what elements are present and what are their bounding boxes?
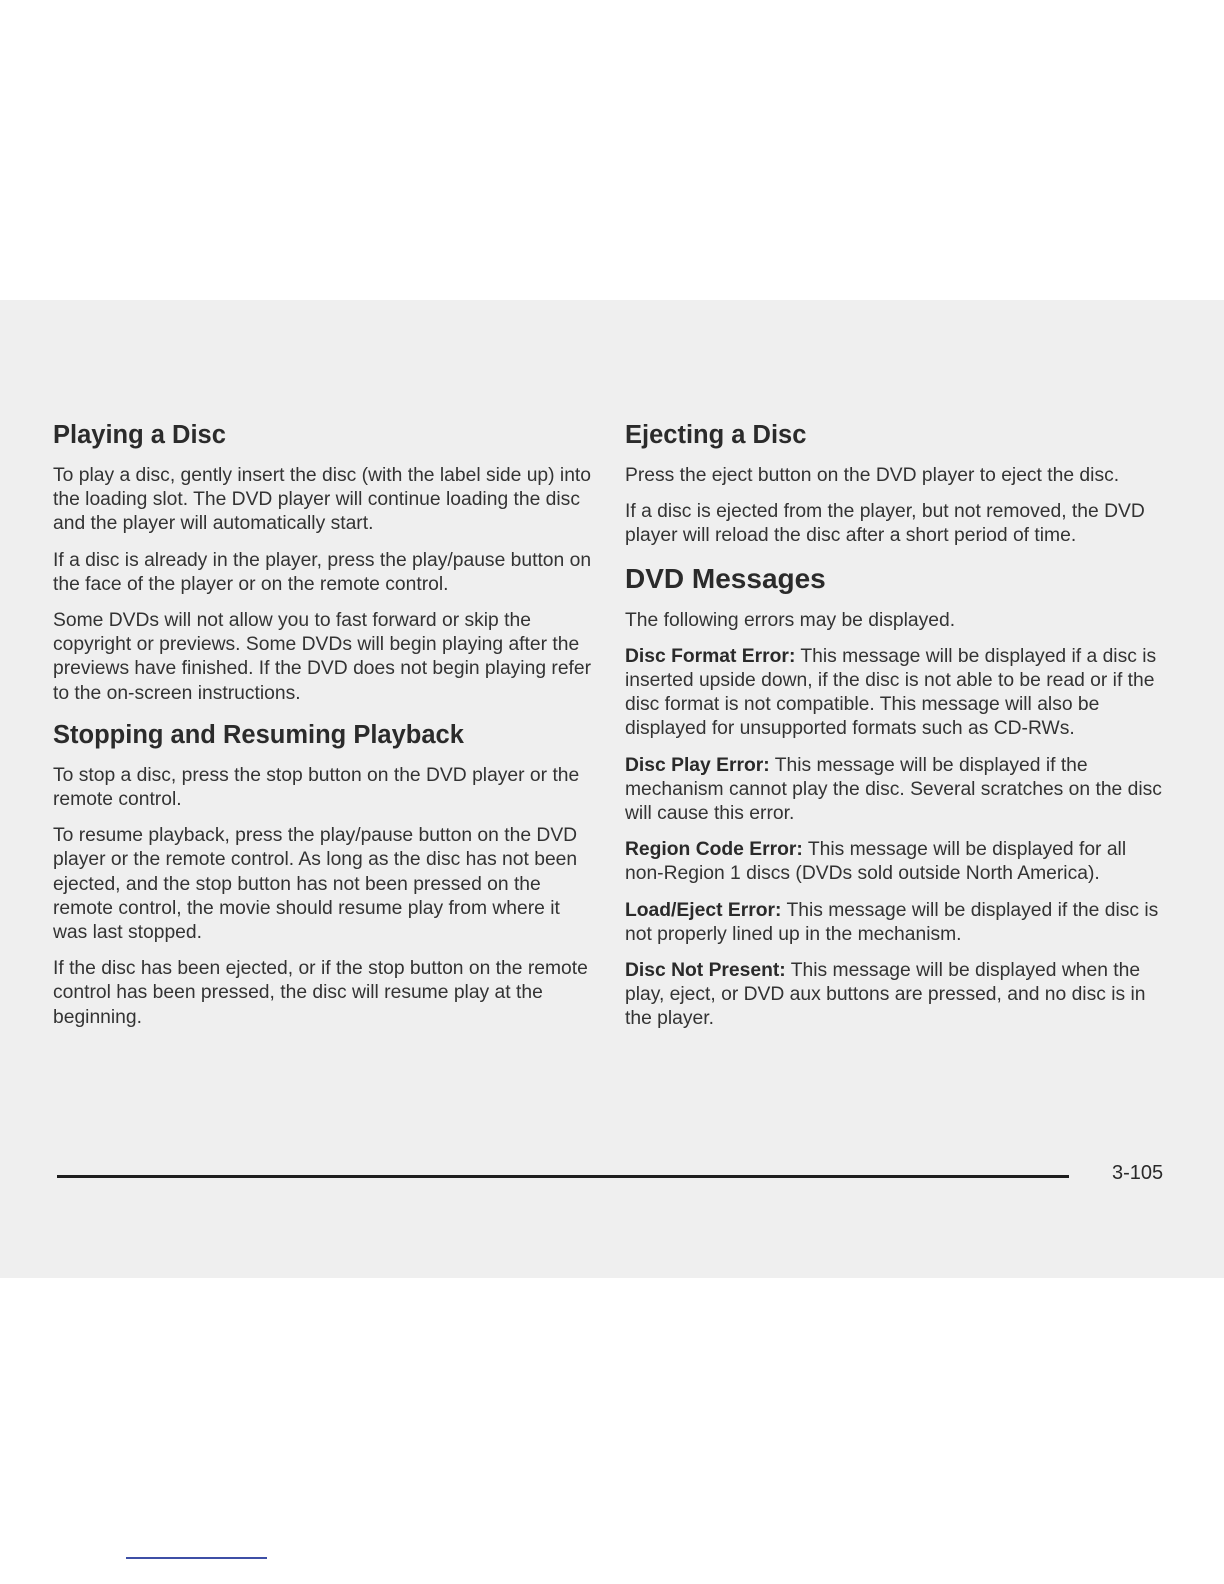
message-text: This message will be displayed for all non-Region 1 discs (DVDs sold outside North America).	[625, 839, 1127, 885]
bottom-link-underline	[126, 1557, 267, 1559]
ejecting-paragraph-2: If a disc is ejected from the player, but not removed, the DVD player will reload the disc after a short period of time.	[625, 501, 1145, 547]
message-disc-play-error	[625, 754, 1170, 827]
message-term: Load/Eject Error:	[625, 899, 782, 921]
message-load-eject-error	[625, 899, 1170, 947]
message-text: This message will be displayed if the mechanism cannot play the disc. Several scratches on the disc will cause this error.	[625, 754, 1162, 825]
right-column	[625, 418, 1170, 1044]
stopping-paragraph-1: To stop a disc, press the stop button on the DVD player or the remote control.	[53, 764, 580, 811]
message-term: Disc Play Error:	[625, 754, 770, 776]
message-region-code-error	[625, 838, 1170, 886]
message-disc-format-error	[625, 645, 1170, 742]
messages-intro: The following errors may be displayed.	[625, 609, 956, 631]
playing-paragraph-2: If a disc is already in the player, press the play/pause button on the face of the player or on the remote control.	[53, 549, 592, 595]
message-text: This message will be displayed if the disc is not properly lined up in the mechanism.	[625, 899, 1159, 945]
heading-playing-a-disc: Playing a Disc	[53, 421, 226, 449]
message-term: Disc Format Error:	[625, 645, 796, 667]
heading-stopping-and-resuming: Stopping and Resuming Playback	[53, 720, 464, 749]
heading-ejecting-a-disc: Ejecting a Disc	[625, 421, 807, 449]
stopping-paragraph-3: If the disc has been ejected, or if the stop button on the remote control has been pressed, the disc will resume play at the beginning.	[53, 958, 588, 1028]
ejecting-paragraph-1: Press the eject button on the DVD player to eject the disc.	[625, 465, 1120, 486]
page-number: 3-105	[1112, 1162, 1164, 1184]
message-disc-not-present	[625, 959, 1170, 1032]
message-term: Disc Not Present:	[625, 960, 786, 982]
stopping-paragraph-2: To resume playback, press the play/pause button on the DVD player or the remote control. As long as the disc has not been ejected, and the stop button has not been pressed on the remote control, the movie should resume play from where it was last stopped.	[53, 825, 578, 944]
heading-dvd-messages: DVD Messages	[625, 562, 826, 594]
left-column	[53, 418, 593, 1042]
message-text: This message will be displayed when the play, eject, or DVD aux buttons are pressed, and no disc is in the player.	[625, 960, 1146, 1030]
footer-rule	[57, 1175, 1069, 1178]
message-text: This message will be displayed if a disc is inserted upside down, if the disc is not able to be read or if the disc format is not compatible. This message will also be displayed for unsupported formats such as CD-RWs.	[625, 645, 1157, 740]
message-term: Region Code Error:	[625, 839, 803, 861]
playing-paragraph-3: Some DVDs will not allow you to fast forward or skip the copyright or previews. Some DVDs will begin playing after the previews have finished. If the DVD does not begin playing refer to the on-screen instructions.	[53, 610, 592, 704]
playing-paragraph-1: To play a disc, gently insert the disc (with the label side up) into the loading slot. The DVD player will continue loading the disc and the player will automatically start.	[53, 465, 592, 535]
